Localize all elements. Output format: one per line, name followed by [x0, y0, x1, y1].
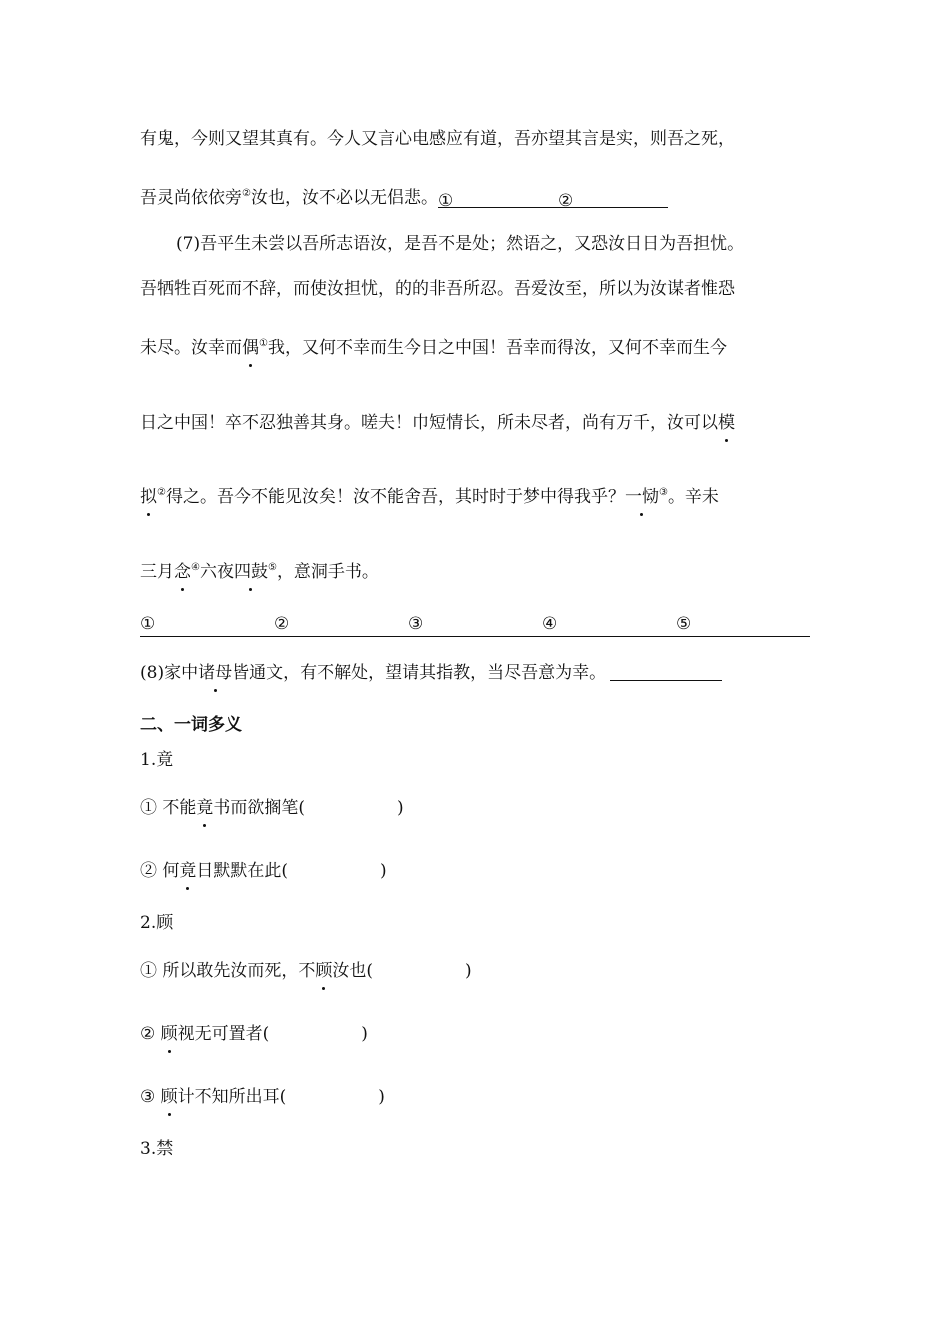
footnote-marker: ②	[242, 188, 251, 199]
item-text: 书而欲搁笔(	[213, 798, 306, 818]
emphasized-word: 模	[718, 413, 735, 433]
footnote-marker: ④	[191, 562, 200, 573]
answer-blank[interactable]	[610, 662, 722, 681]
passage-line	[140, 336, 727, 360]
item-text: 汝也(	[332, 961, 374, 981]
passage-text: 我，又何不幸而生今日之中国！吾幸而得汝，又何不幸而生今	[267, 338, 727, 358]
item-number: ②	[140, 861, 157, 881]
close-paren: )	[361, 1024, 368, 1044]
section-title-text: 二、一词多义	[140, 715, 242, 735]
section-title	[140, 713, 242, 737]
passage-text: 日之中国！卒不忍独善其身。嗟夫！巾短情长，所未尽者，尚有万千，汝可以	[140, 413, 718, 433]
passage-line	[140, 277, 735, 301]
item-number: ②	[140, 1024, 156, 1044]
passage-text: ，意洞手书。	[276, 562, 379, 582]
item-text: 日默默在此(	[196, 861, 289, 881]
close-paren: )	[380, 861, 387, 881]
emphasized-word: 拟	[140, 487, 157, 507]
footnote-marker: ①	[259, 338, 268, 349]
close-paren: )	[378, 1087, 385, 1107]
emphasized-word: 诸母	[198, 663, 233, 683]
footnote-marker: ⑤	[267, 562, 277, 573]
emphasized-word: 竟	[196, 798, 214, 818]
emphasized-word: 念	[174, 562, 191, 582]
item-number: ①	[140, 961, 157, 981]
emphasized-word: 偶	[242, 338, 259, 358]
item-text: 视无可置者(	[177, 1024, 270, 1044]
answer-blank[interactable]	[557, 189, 668, 211]
passage-line	[176, 232, 744, 256]
answer-blank[interactable]	[437, 189, 558, 211]
footnote-marker: ②	[157, 487, 166, 498]
item-number: ①	[140, 798, 157, 818]
emphasized-word: 顾	[160, 1024, 178, 1044]
item-head	[140, 911, 173, 935]
passage-text: 皆通文，有不解处，望请其指教，当尽吾意为幸。	[232, 663, 607, 683]
passage-line	[140, 127, 735, 151]
blank-number: ②	[557, 191, 574, 211]
close-paren: )	[465, 961, 472, 981]
item-line	[140, 1022, 368, 1046]
item-text: 不能	[162, 798, 197, 818]
answer-row[interactable]	[140, 612, 810, 637]
emphasized-word: 顾	[160, 1087, 178, 1107]
blank-number: ②	[274, 614, 290, 634]
passage-line	[140, 485, 719, 509]
blank-number: ⑤	[676, 614, 692, 634]
passage-text: 三月	[140, 562, 174, 582]
passage-text: (8)家中	[140, 663, 199, 683]
item-line	[140, 859, 387, 883]
passage-text: 吾牺牲百死而不辞，而使汝担忧，的的非吾所忍。吾爱汝至，所以为汝谋者惟恐	[140, 279, 735, 299]
emphasized-word: 顾	[315, 961, 333, 981]
blank-number: ③	[408, 614, 424, 634]
passage-text: 汝也，汝不必以无侣悲。	[250, 188, 438, 208]
passage-text: 未尽。汝幸而	[140, 338, 242, 358]
emphasized-word: 一恸	[624, 487, 659, 507]
emphasized-word: 竟	[179, 861, 197, 881]
emphasized-word: 四鼓	[233, 562, 268, 582]
item-line	[140, 1085, 385, 1109]
blank-number: ④	[542, 614, 558, 634]
item-head-text: 2.顾	[140, 913, 174, 933]
passage-text: 六夜	[199, 562, 234, 582]
passage-text: 。辛未	[667, 487, 719, 507]
item-head-text: 3.禁	[140, 1139, 174, 1159]
item-text: 计不知所出耳(	[177, 1087, 287, 1107]
passage-text: (7)吾平生未尝以吾所志语汝，是吾不是处；然语之，又恐汝日日为吾担忧。	[176, 234, 745, 254]
close-paren: )	[397, 798, 404, 818]
item-line	[140, 796, 404, 820]
passage-text: 得之。吾今不能见汝矣！汝不能舍吾，其时时于梦中得我乎？	[165, 487, 625, 507]
passage-line	[140, 560, 379, 584]
item-number: ③	[140, 1087, 156, 1107]
item-text: 何	[162, 861, 180, 881]
blank-number: ①	[140, 614, 156, 634]
item-head	[140, 748, 173, 772]
passage-line	[140, 411, 735, 435]
item-head-text: 1.竟	[140, 750, 174, 770]
blank-number: ①	[437, 191, 454, 211]
passage-text: 吾灵尚依依旁	[140, 188, 242, 208]
passage-line	[140, 661, 722, 685]
item-head	[140, 1137, 173, 1161]
passage-text: 有鬼，今则又望其真有。今人又言心电感应有道，吾亦望其言是实，则吾之死，	[140, 129, 735, 149]
item-line	[140, 959, 472, 983]
footnote-marker: ③	[658, 487, 668, 498]
item-text: 所以敢先汝而死，不	[162, 961, 316, 981]
passage-line	[140, 186, 668, 210]
